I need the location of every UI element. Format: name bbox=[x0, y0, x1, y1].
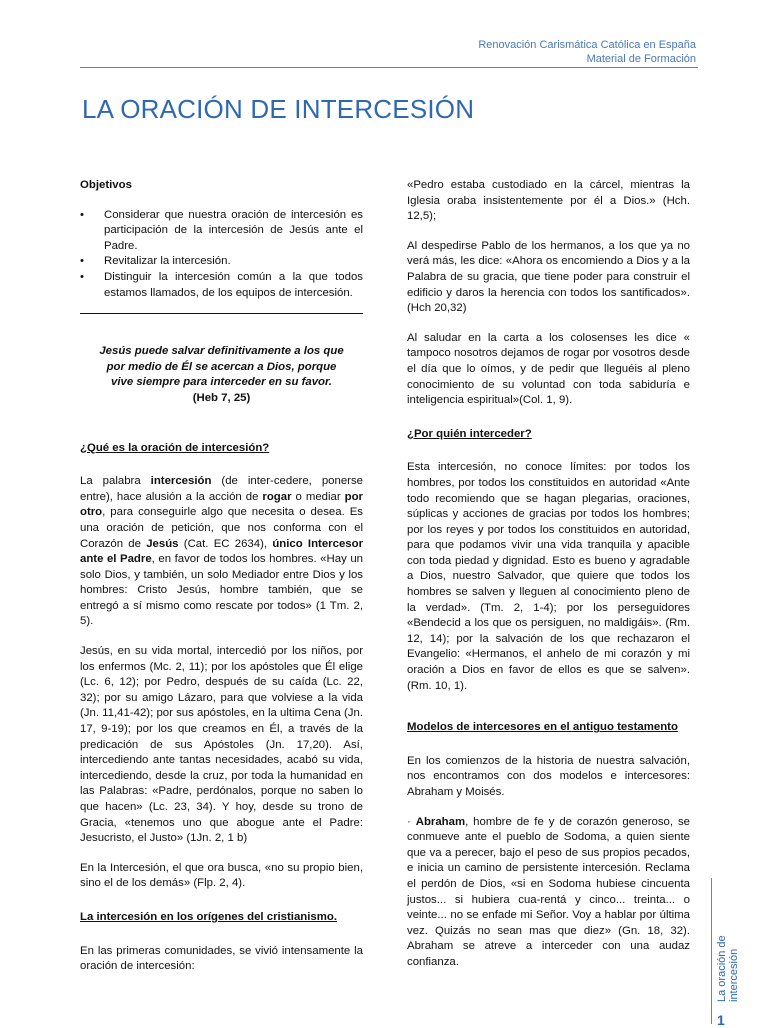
side-running-title: La oración de intercesión bbox=[716, 935, 740, 1002]
paragraph: · Abraham, hombre de fe y de corazón generoso, se conmueve ante el pueblo de Sodoma, a quien siente que va a perecer, bajo el peso de sus propios pecados, e inicia un camino de persistente intercesión. Reclama el perdón de Dios, «si en Sodoma hubiese cincuenta justos... si hubiera cua-rentá y cinco... treinta... o veinte... no se enfade mi Señor. Voy a hablar por última vez. Quizás no sean mas que diez» (Gn. 18, 32). Abraham se atreve a interceder con una audaz confianza. bbox=[407, 815, 690, 968]
document-header bbox=[478, 38, 696, 66]
scripture-quote bbox=[80, 344, 363, 406]
paragraph: En las primeras comunidades, se vivió intensamente la oración de intercesión: bbox=[80, 944, 363, 973]
document-title: LA ORACIÓN DE INTERCESIÓN bbox=[82, 94, 475, 124]
objective-item: • Distinguir la intercesión común a la que todos estamos llamados, de los equipos de intercesión. bbox=[104, 270, 363, 301]
paragraph: En la Intercesión, el que ora busca, «no su propio bien, sino el de los demás» (Flp. 2, 4). bbox=[80, 861, 363, 890]
header-organization: Renovación Carismática Católica en España bbox=[478, 39, 696, 51]
right-column bbox=[407, 178, 690, 985]
left-column bbox=[80, 178, 363, 989]
section-heading-for-whom: ¿Por quién interceder? bbox=[407, 427, 532, 440]
paragraph: En los comienzos de la historia de nuestra salvación, nos encontramos con dos modelos e intercesores: Abraham y Moisés. bbox=[407, 754, 690, 798]
header-divider bbox=[80, 67, 698, 68]
paragraph: «Pedro estaba custodiado en la cárcel, mientras la Iglesia oraba insistentemente por él a Dios.» (Hch. 12,5); bbox=[407, 179, 690, 223]
paragraph: Al despedirse Pablo de los hermanos, a los que ya no verá más, les dice: «Ahora os encomiendo a Dios y a la Palabra de su gracia, que tiene poder para construir el edificio y daros la herencia con todos los santificados». (Hch 20,32) bbox=[407, 239, 690, 315]
objectives-list bbox=[80, 208, 363, 302]
paragraph: Al saludar en la carta a los colosenses les dice « tampoco nosotros dejamos de rogar por vosotros desde el día que lo oímos, y de pedir que lleguéis al pleno conocimiento de su voluntad con toda sabiduría e inteligencia espiritual»(Col. 1, 9). bbox=[407, 331, 690, 407]
paragraph: Esta intercesión, no conoce límites: por todos los hombres, por todos los constituidos en autoridad «Ante todo recomiendo que se hagan plegarias, oraciones, súplicas y acciones de gracias por todos los hombres; por los reyes y por todos los constituidos en autoridad, para que podamos vivir una vida tranquila y apacible con toda piedad y dignidad. Esto es bueno y agradable a Dios, nuestro Salvador, que quiere que todos los hombres se salven y lleguen al conocimiento pleno de la verdad». (Tm. 2, 1-4); por los perseguidores «Bendecid a los que os persiguen, no maldigáis». (Rm. 12, 14); por la salvación de los que rechazaron el Evangelio: «Hermanos, el anhelo de mi corazón y mi oración a Dios en favor de ellos es que se salven». (Rm. 10, 1). bbox=[407, 461, 690, 692]
objectives-divider bbox=[80, 313, 363, 314]
quote-text: Jesús puede salvar definitivamente a los que por medio de Él se acercan a Dios, porque vive siempre para interceder en su favor. bbox=[99, 345, 344, 389]
section-heading-origins: La intercesión en los orígenes del cristianismo. bbox=[80, 910, 338, 923]
side-divider bbox=[711, 878, 712, 1024]
paragraph: La palabra intercesión (de inter-cedere, ponerse entre), hace alusión a la acción de rogar o mediar por otro, para conseguirle algo que necesita o desea. Es una oración de petición, que nos conforma con el Corazón de Jesús (Cat. EC 2634), único Intercesor ante el Padre, en favor de todos los hombres. «Hay un solo Dios, y también, un solo Mediador entre Dios y los hombres: Cristo Jesús, hombre también, que se entregó a sí mismo como rescate por todos» (1 Tm. 2, 5). bbox=[80, 475, 364, 628]
quote-reference: (Heb 7, 25) bbox=[192, 391, 251, 404]
page-number: 1 bbox=[717, 1012, 725, 1028]
objective-item: • Considerar que nuestra oración de intercesión es participación de la intercesión de Jesús ante el Padre. bbox=[104, 208, 363, 255]
section-heading-models: Modelos de intercesores en el antiguo testamento bbox=[407, 721, 678, 734]
header-subtitle: Material de Formación bbox=[586, 53, 696, 65]
objective-item: • Revitalizar la intercesión. bbox=[104, 254, 363, 270]
objectives-title: Objetivos bbox=[80, 179, 132, 191]
section-heading-what-is: ¿Qué es la oración de intercesión? bbox=[80, 441, 270, 454]
paragraph: Jesús, en su vida mortal, intercedió por los niños, por los enfermos (Mc. 2, 11); por los apóstoles que Él elige (Lc. 6, 12); por Pedro, después de su caída (Lc. 22, 32); por su amigo Lázaro, para que volviese a la vida (Jn. 11,41-42); por sus apóstoles, en la ultima Cena (Jn. 17, 9-19); por los que creamos en Él, a través de la predicación de sus Apóstoles (Jn. 17,20). Así, intercediendo ante tantas necesidades, acabó su vida, intercediendo, desde la cruz, por toda la humanidad en las Palabras: «Padre, perdónalos, porque no saben lo que hacen» (Lc. 23, 34). Y hoy, desde su trono de Gracia, «tenemos uno que abogue ante el Padre: Jesucristo, el Justo» (1Jn. 2, 1 b) bbox=[80, 645, 363, 845]
